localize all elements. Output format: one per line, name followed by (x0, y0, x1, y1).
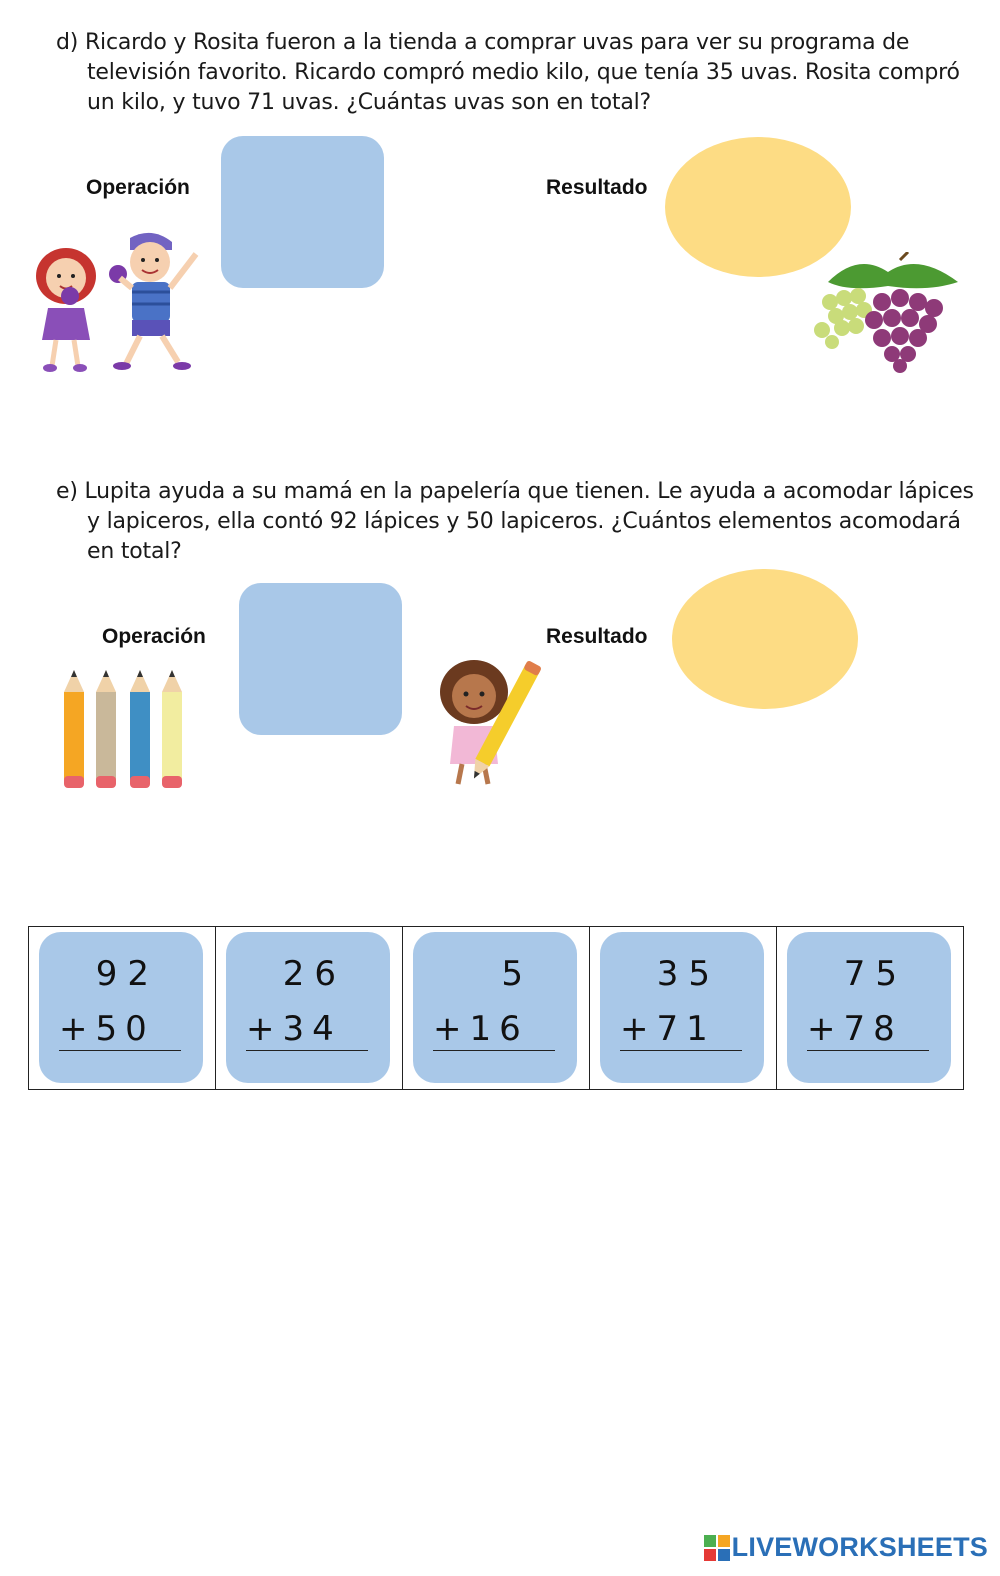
problem-d-text: d) Ricardo y Rosita fueron a la tienda a comprar uvas para ver su programa de televisión favorito. Ricardo compró medio kilo, que tenía 35 uvas. Rosita compró un kilo, y tuvo 71 uvas. ¿Cuántas uvas son en total? (56, 30, 960, 115)
operation-label-e: Operación (102, 625, 206, 648)
operation-box-d[interactable] (221, 136, 384, 288)
option-top-number: 92 (95, 954, 159, 994)
option-top-number: 35 (656, 954, 720, 994)
footer-brand[interactable] (704, 1532, 988, 1563)
children-with-grapes-illustration (26, 228, 206, 376)
answer-options-table (28, 926, 964, 1090)
option-card-1[interactable] (39, 932, 203, 1083)
option-cell (777, 927, 963, 1089)
option-cell (403, 927, 590, 1089)
option-card-3[interactable] (413, 932, 577, 1083)
problem-e-text: e) Lupita ayuda a su mamá en la papelería que tienen. Le ayuda a acomodar lápices y lapiceros, ella contó 92 lápices y 50 lapiceros. ¿Cuántos elementos acomodará en total? (56, 479, 974, 564)
result-label-d: Resultado (546, 176, 648, 199)
operation-label-d: Operación (86, 176, 190, 199)
option-top-number: 75 (843, 954, 907, 994)
option-card-5[interactable] (787, 932, 951, 1083)
option-cell (29, 927, 216, 1089)
pencils-icon (60, 670, 188, 792)
operation-box-e[interactable] (239, 583, 402, 735)
result-label-e: Resultado (546, 625, 648, 648)
option-bottom-number: +50 (59, 1008, 181, 1051)
option-bottom-number: +34 (246, 1008, 368, 1051)
liveworksheets-logo-icon (704, 1535, 730, 1561)
option-cell (216, 927, 403, 1089)
brand-text: LIVEWORKSHEETS (731, 1532, 988, 1562)
grapes-icon (808, 252, 966, 374)
girl-with-pencil-illustration (436, 652, 544, 792)
result-oval-e[interactable] (672, 569, 858, 709)
option-cell (590, 927, 777, 1089)
option-card-2[interactable] (226, 932, 390, 1083)
option-bottom-number: +16 (433, 1008, 555, 1051)
option-bottom-number: +78 (807, 1008, 929, 1051)
option-top-number: 5 (501, 954, 533, 994)
option-card-4[interactable] (600, 932, 764, 1083)
option-bottom-number: +71 (620, 1008, 742, 1051)
option-top-number: 26 (282, 954, 346, 994)
